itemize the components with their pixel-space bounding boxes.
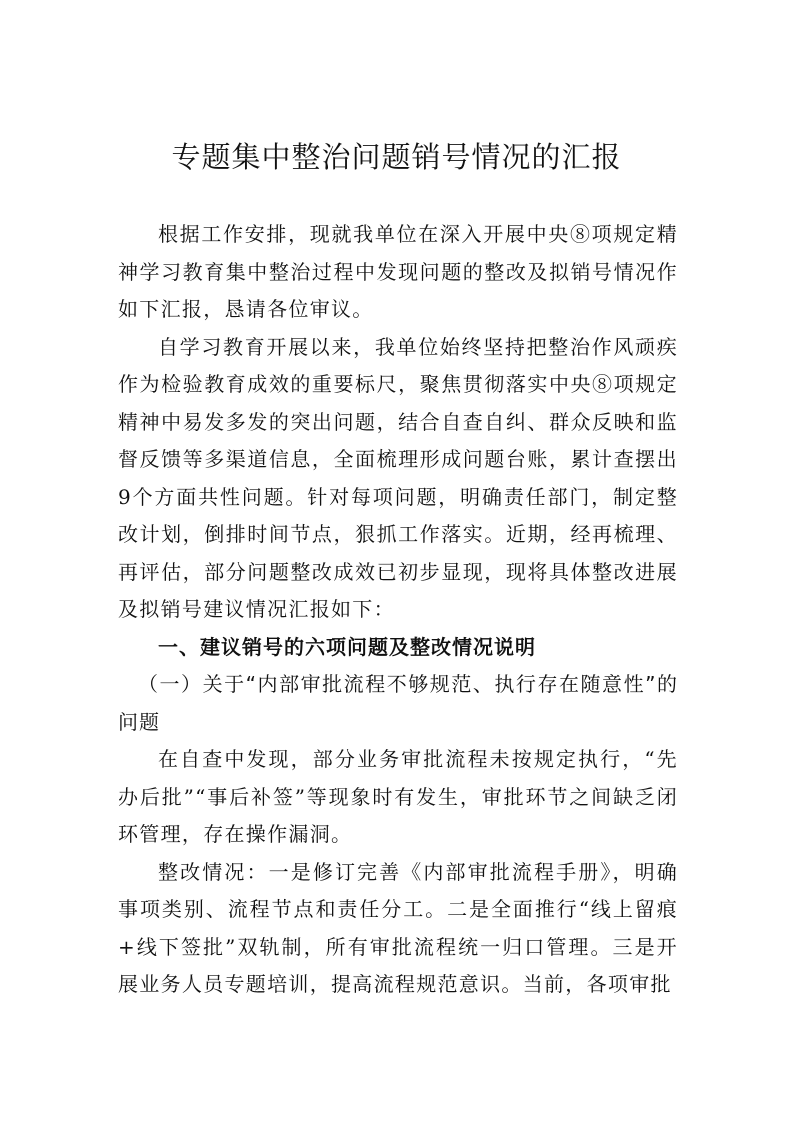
intro-paragraph: 根据工作安排，现就我单位在深入开展中央⑧项规定精神学习教育集中整治过程中发现问题的整改及拟销号情况作如下汇报，恳请各位审议。	[118, 222, 678, 321]
subsection-heading: （一）关于“内部审批流程不够规范、执行存在随意性”的问题	[118, 672, 678, 734]
section-heading: 一、建议销号的六项问题及整改情况说明	[158, 634, 536, 659]
rectification-paragraph: 整改情况：一是修订完善《内部审批流程手册》，明确事项类别、流程节点和责任分工。二是全面推行“线上留痕+线下签批”双轨制，所有审批流程统一归口管理。三是开展业务人员专题培训，提高流程规范意识。当前，各项审批	[118, 859, 678, 996]
document-title: 专题集中整治问题销号情况的汇报	[171, 140, 622, 174]
document-body	[118, 216, 678, 1004]
background-paragraph: 自学习教育开展以来，我单位始终坚持把整治作风顽疾作为检验教育成效的重要标尺，聚焦贯彻落实中央⑧项规定精神中易发多发的突出问题，结合自查自纠、群众反映和监督反馈等多渠道信息，全面梳理形成问题台账，累计查摆出9个方面共性问题。针对每项问题，明确责任部门，制定整改计划，倒排时间节点，狠抓工作落实。近期，经再梳理、再评估，部分问题整改成效已初步显现，现将具体整改进展及拟销号建议情况汇报如下：	[118, 334, 678, 621]
issue-description-paragraph: 在自查中发现，部分业务审批流程未按规定执行，“先办后批”“事后补签”等现象时有发生，审批环节之间缺乏闭环管理，存在操作漏洞。	[118, 747, 678, 846]
